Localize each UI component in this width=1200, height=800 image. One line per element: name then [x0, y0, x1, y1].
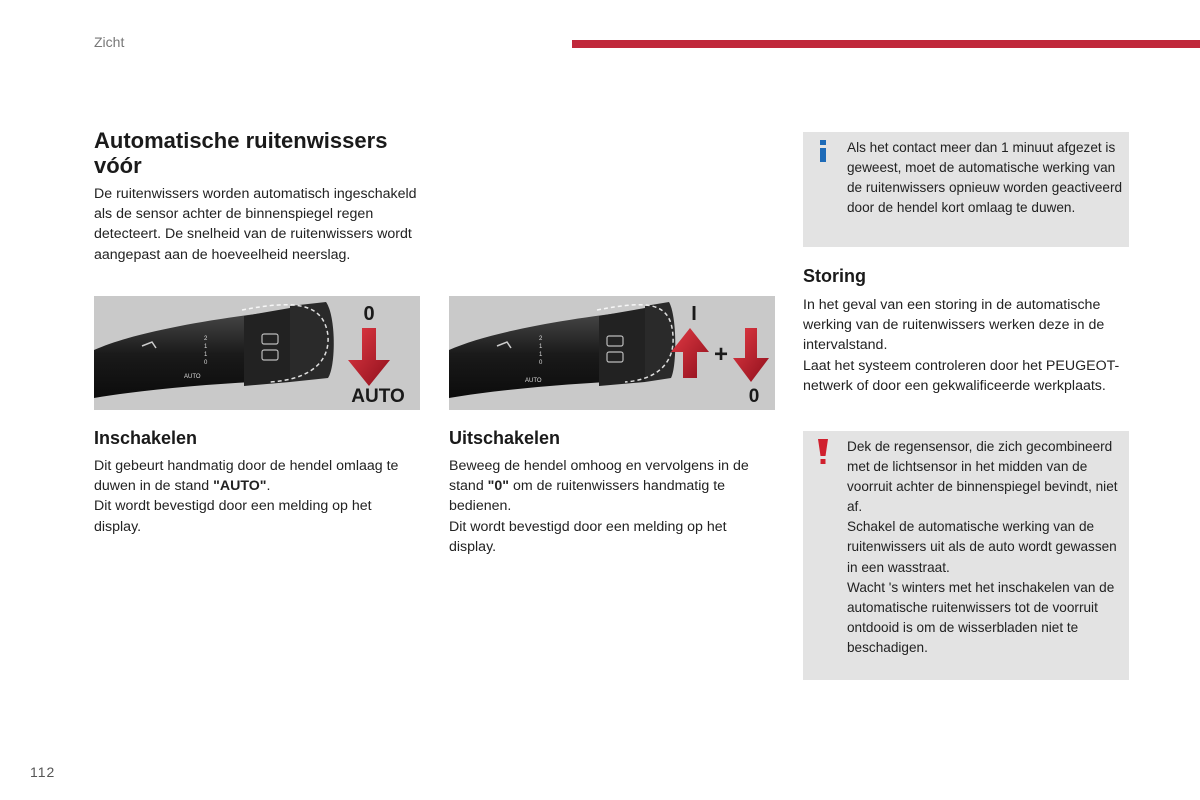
info-icon: [817, 140, 829, 162]
wiper-stalk-figure-auto: [94, 296, 420, 410]
intro-text: De ruitenwissers worden automatisch ingeschakeld als de sensor achter de binnenspiegel regen detecteert. De snelheid van de ruitenwissers wordt aangepast aan de hoeveelheid neerslag.: [94, 186, 417, 263]
svg-text:1: 1: [539, 344, 543, 350]
position-zero-label: 0: [363, 303, 375, 325]
position-auto-label: AUTO: [351, 386, 405, 407]
svg-text:1: 1: [204, 344, 208, 350]
header-accent-bar: [572, 40, 1200, 48]
svg-text:0: 0: [204, 360, 208, 366]
position-zero-label: 0: [748, 386, 760, 407]
section-label: Zicht: [94, 34, 125, 50]
info-note-text: Als het contact meer dan 1 minuut afgezet is geweest, moet de automatische werking van de ruitenwissers opnieuw worden geactiveerd door de hendel kort omlaag te duwen.: [847, 140, 1123, 216]
warning-icon: [816, 439, 830, 465]
arrow-down-icon: [733, 328, 769, 382]
plus-sign: +: [713, 341, 729, 368]
zero-position-highlight: "0": [487, 478, 509, 495]
svg-text:1: 1: [539, 352, 543, 358]
svg-text:2: 2: [539, 336, 543, 342]
auto-position-highlight: "AUTO": [213, 478, 267, 495]
warning-note-text: Dek de regensensor, die zich gecombineerd met de lichtsensor in het midden van de voorruit achter de binnenspiegel bevindt, niet af. Schakel de automatische werking van de ruitenwissers uit als de auto wordt gewassen in een wasstraat. Wacht 's winters met het inschakelen van de automatische ruitenwissers tot de voorruit ontdooid is om de wisserbladen niet te beschadigen.: [847, 439, 1118, 655]
info-note: [803, 132, 1129, 247]
switch-off-title: Uitschakelen: [449, 428, 561, 448]
switch-off-text: Beweeg de hendel omhoog en vervolgens in de stand "0" om de ruitenwissers handmatig te bedienen. Dit wordt bevestigd door een melding op het display.: [449, 458, 749, 555]
switch-on-text: Dit gebeurt handmatig door de hendel omlaag te duwen in de stand "AUTO". Dit wordt bevestigd door een melding op het display.: [94, 458, 399, 535]
fault-title: Storing: [803, 266, 866, 286]
page-title: Automatische ruitenwissers vóór: [94, 128, 388, 178]
warning-note: [803, 431, 1129, 680]
position-one-label: I: [691, 303, 697, 325]
svg-text:0: 0: [539, 360, 543, 366]
arrow-up-icon: [671, 328, 709, 378]
page-number: 112: [30, 764, 56, 780]
stalk-auto-label: AUTO: [184, 374, 201, 380]
switch-on-title: Inschakelen: [94, 428, 198, 448]
stalk-auto-label: AUTO: [525, 378, 542, 384]
fault-text: In het geval van een storing in de automatische werking van de ruitenwissers werken deze in de intervalstand. Laat het systeem controleren door het PEUGEOT-netwerk of door een gekwalificeerde werkplaats.: [803, 297, 1120, 394]
svg-text:1: 1: [204, 352, 208, 358]
arrow-down-icon: [348, 328, 390, 386]
wiper-stalk-figure-off: [449, 296, 775, 410]
svg-text:2: 2: [204, 336, 208, 342]
